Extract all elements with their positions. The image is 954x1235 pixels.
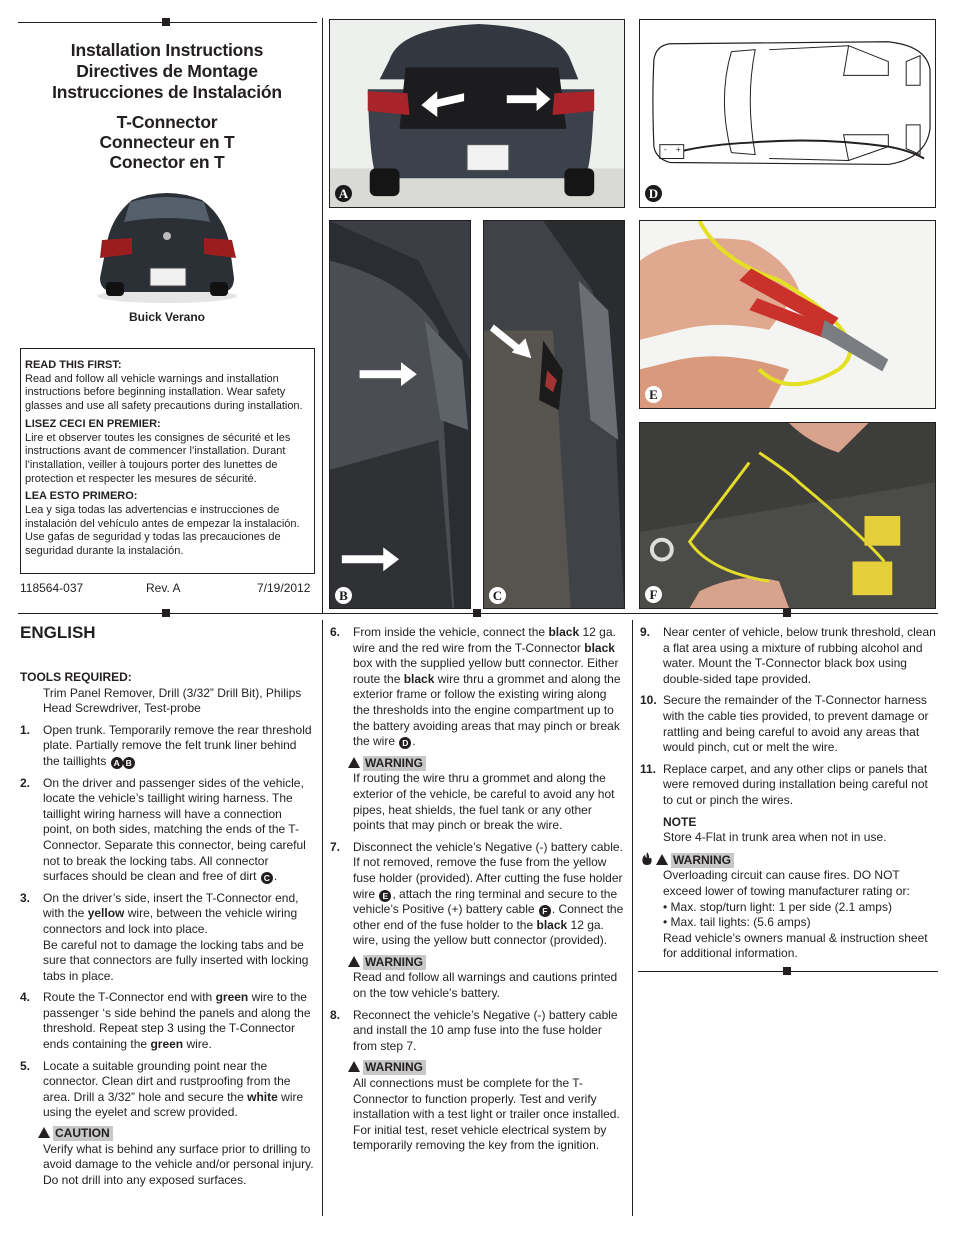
step-6-text-a: From inside the vehicle, connect the xyxy=(353,625,546,639)
vehicle-caption: Buick Verano xyxy=(128,310,206,324)
fig-ref-f: F xyxy=(539,905,551,917)
read-first-heading-fr: LISEZ CECI EN PREMIER: xyxy=(25,417,161,430)
title-es: Instrucciones de Instalación xyxy=(52,82,282,102)
step-7-black: black xyxy=(536,917,568,932)
column-1 xyxy=(20,622,314,1188)
figure-b-photo xyxy=(329,220,471,609)
read-first-heading-en: READ THIS FIRST: xyxy=(25,359,122,371)
step-8-text: Reconnect the vehicle’s Negative (-) battery cable and install the 10 amp fuse into the fuse holder from step 7. xyxy=(353,1007,618,1053)
warning-7-tag: WARNING xyxy=(363,955,426,970)
fig-ref-a: A xyxy=(111,757,123,769)
step-3-text-d: Be careful not to damage the locking tabs and be sure that connectors are fully inserted with locking tabs in place. xyxy=(43,937,309,983)
step-8-num: 8. xyxy=(330,1007,341,1022)
mid-rule-marker-right xyxy=(783,609,791,617)
note-heading: NOTE xyxy=(663,814,697,829)
step-3-num: 3. xyxy=(20,890,31,905)
product-es: Conector en T xyxy=(109,152,225,172)
step-5-num: 5. xyxy=(20,1058,31,1073)
caution-text: Verify what is behind any surface prior to drilling to avoid damage to the vehicle and/or personal injury. Do not drill into any exposed surfaces. xyxy=(43,1141,314,1187)
step-5-white: white xyxy=(247,1089,278,1104)
step-9-text: Near center of vehicle, below trunk threshold, clean a flat area using a mixture of rubbing alcohol and water. Mount the T-Connector black box using double-sided tape provided. xyxy=(663,625,936,686)
title-block xyxy=(18,40,316,103)
top-rule-marker xyxy=(162,18,170,26)
fig-ref-b: B xyxy=(123,757,135,769)
step-7 xyxy=(330,840,624,1002)
fire-icon xyxy=(640,852,654,865)
column-2 xyxy=(330,625,624,1160)
product-en: T-Connector xyxy=(116,112,218,132)
step-3-text-c: wire, between the vehicle wiring connectors and lock into place. xyxy=(43,906,298,936)
figure-c-photo xyxy=(483,220,625,609)
figure-f-photo xyxy=(639,422,936,609)
step-2-text: On the driver and passenger sides of the vehicle, locate the vehicle’s taillight wiring harness. The taillight wiring harness will have a connection point, on both sides, matching the ends of the T-Connector. Separate this connector, being careful not to break the locking tabs. All connector surfaces should be clean and free of dirt xyxy=(43,775,306,884)
step-8 xyxy=(330,1008,624,1154)
top-divider-left xyxy=(322,18,323,613)
step-1-num: 1. xyxy=(20,722,31,737)
vehicle-photo xyxy=(92,178,242,304)
step-6-num: 6. xyxy=(330,625,341,639)
step-5 xyxy=(20,1059,314,1189)
step-9 xyxy=(640,625,936,687)
step-2-period: . xyxy=(273,869,278,884)
step-5-text-c: wire using the eyelet and screw provided. xyxy=(43,1089,304,1120)
step-4-green: green xyxy=(215,990,249,1005)
figure-b-label: B xyxy=(335,587,352,604)
read-first-heading-es: LEA ESTO PRIMERO: xyxy=(25,490,138,503)
step-3 xyxy=(20,891,314,985)
read-first-box xyxy=(20,348,315,574)
warning-6-icon xyxy=(348,757,360,768)
step-1 xyxy=(20,723,314,770)
product-block xyxy=(18,112,316,172)
step-7-text-c: . Connect the other end of the fuse holder to the xyxy=(353,902,624,932)
step-1-text: Open trunk. Temporarily remove the rear threshold plate. Partially remove the felt trunk liner behind the taillights xyxy=(43,722,312,768)
step-6-black-2: black xyxy=(584,640,615,655)
revision: Rev. A xyxy=(146,581,181,595)
figure-d-diagram xyxy=(639,19,936,208)
step-7-text-e: 12 ga. wire, using the yellow butt connector (provided). xyxy=(353,917,608,948)
battery-pos-symbol: + xyxy=(676,145,681,154)
step-2 xyxy=(20,776,314,885)
doc-date: 7/19/2012 xyxy=(257,581,311,595)
mid-rule-marker-left xyxy=(162,609,170,617)
warning-final-line-2: • Max. stop/turn light: 1 per side (2.1 amps) xyxy=(663,899,892,914)
step-4-num: 4. xyxy=(20,990,31,1005)
figure-e-label: E xyxy=(645,386,662,403)
battery-neg-symbol: - xyxy=(664,145,667,154)
tools-text: Trim Panel Remover, Drill (3/32” Drill Bit), Philips Head Screwdriver, Test-probe xyxy=(43,685,302,716)
caution-icon xyxy=(38,1127,50,1138)
read-first-text-en: Read and follow all vehicle warnings and installation instructions before beginning installation. Wear safety glasses and use all safety precautions during installation. xyxy=(25,372,303,413)
step-2-num: 2. xyxy=(20,775,31,790)
warning-8-tag: WARNING xyxy=(363,1060,426,1075)
step-3-yellow: yellow xyxy=(87,906,125,921)
figure-e-photo xyxy=(639,220,936,409)
bottom-divider-right xyxy=(632,620,633,1216)
step-4-text-e: wire. xyxy=(186,1037,212,1052)
mid-rule-marker-mid xyxy=(473,609,481,617)
warning-6-tag: WARNING xyxy=(363,756,426,771)
warning-final-line-1: Overloading circuit can cause fires. DO NOT exceed lower of towing manufacturer rating or: xyxy=(663,868,910,898)
step-6-black: black xyxy=(548,625,580,639)
warning-7-block xyxy=(353,955,624,1002)
step-11-num: 11. xyxy=(640,761,657,776)
warning-final-line-4: Read vehicle’s owners manual & instruction sheet for additional information. xyxy=(663,930,928,961)
fig-ref-c: C xyxy=(261,872,273,884)
step-10-text: Secure the remainder of the T-Connector harness with the cable ties provided, to prevent damage or rattling and being careful to avoid any areas that would pinch, cut or melt the wire. xyxy=(663,693,929,755)
step-10 xyxy=(640,693,936,755)
fig-ref-d: D xyxy=(399,737,411,749)
warning-7-icon xyxy=(348,956,360,967)
step-4 xyxy=(20,990,314,1052)
figure-d-label: D xyxy=(645,185,662,202)
figure-a-photo xyxy=(329,19,625,208)
read-first-text-fr: Lire et observer toutes les consignes de sécurité et les instructions avant de commencer l’installation. Durant l’installation, veiller à toujours porter des lunettes de protection et respecter les mesures de sécurité. xyxy=(25,431,291,485)
step-6-black-3: black xyxy=(403,671,435,686)
warning-final-tag: WARNING xyxy=(671,853,734,868)
figure-c-label: C xyxy=(489,587,506,604)
title-en: Installation Instructions xyxy=(70,40,264,60)
tools-heading: TOOLS REQUIRED: xyxy=(20,670,132,684)
step-11-text: Replace carpet, and any other clips or panels that were removed during installation being careful not to cut or pinch the wires. xyxy=(663,761,928,807)
bottom-divider-left xyxy=(322,620,323,1216)
step-4-text-a: Route the T-Connector end with xyxy=(43,990,213,1005)
caution-tag: CAUTION xyxy=(53,1126,113,1141)
step-9-num: 9. xyxy=(640,625,651,639)
step-11 xyxy=(640,762,936,962)
step-4-text-c: wire to the passenger ‘s side behind the panels and along the threshold. Repeat step 3 using the T-Connector ends containing the xyxy=(43,990,311,1052)
warning-final-icon xyxy=(656,854,668,865)
warning-8-text: All connections must be complete for the T-Connector to function properly. Test and verify installation with a test light or trailer once installed. For initial test, reset vehicle electrical system by temporarily removing the key from the ignition. xyxy=(353,1076,620,1153)
title-fr: Directives de Montage xyxy=(76,61,258,81)
warning-8-icon xyxy=(348,1061,360,1072)
figure-a-label: A xyxy=(335,185,352,202)
right-end-marker xyxy=(783,967,791,975)
column-3 xyxy=(640,625,936,968)
fig-ref-e: E xyxy=(379,890,391,902)
caution-block xyxy=(43,1126,314,1188)
warning-6-text: If routing the wire thru a grommet and along the exterior of the vehicle, be careful to avoid any hot pipes, heat shields, the fuel tank or any other points that may pinch or break the wire. xyxy=(353,771,615,833)
warning-final-line-3: • Max. tail lights: (5.6 amps) xyxy=(663,915,811,930)
note-text: Store 4-Flat in trunk area when not in use. xyxy=(663,830,887,845)
figure-f-label: F xyxy=(645,586,662,603)
product-fr: Connecteur en T xyxy=(99,132,235,152)
step-7-num: 7. xyxy=(330,839,341,854)
step-7-text-a: Disconnect the vehicle’s Negative (-) battery cable. If not removed, remove the fuse from the yellow fuse holder (provided). After cutting the fuse holder wire xyxy=(353,839,623,901)
warning-final-block xyxy=(663,852,936,962)
step-4-green-2: green xyxy=(150,1037,184,1052)
step-7-text-b: , attach the ring terminal and secure to the vehicle’s Positive (+) battery cable xyxy=(353,886,618,917)
step-3-text-a: On the driver’s side, insert the T-Connector end, with the xyxy=(43,890,299,921)
part-number: 118564-037 xyxy=(20,581,84,595)
warning-6-block xyxy=(353,756,624,834)
step-10-num: 10. xyxy=(640,693,657,708)
step-6-text-c: 12 ga. wire and the red wire from the T-Connector xyxy=(353,625,616,655)
step-5-text-a: Locate a suitable grounding point near the connector. Clean dirt and rustproofing from the area. Drill a 3/32” hole and secure the xyxy=(43,1058,291,1104)
step-6-text-g: wire thru a grommet and along the exterior frame or follow the existing wiring along the thresholds into the engine compartment up to the battery avoiding areas that may pinch or break the wire xyxy=(353,671,621,749)
step-6-text-e: box with the supplied yellow butt connector. Either route the xyxy=(353,656,619,686)
english-heading: ENGLISH xyxy=(20,623,96,642)
read-first-text-es: Lea y siga todas las advertencias e instrucciones de instalación del vehículo antes de empezar la instalación. Use gafas de seguridad y todas las precauciones de seguridad durante la instalación. xyxy=(25,504,300,558)
step-6 xyxy=(330,625,624,834)
warning-7-text: Read and follow all warnings and cautions printed on the tow vehicle’s battery. xyxy=(353,970,618,1001)
warning-8-block xyxy=(353,1060,624,1154)
step-6-period: . xyxy=(412,734,416,749)
